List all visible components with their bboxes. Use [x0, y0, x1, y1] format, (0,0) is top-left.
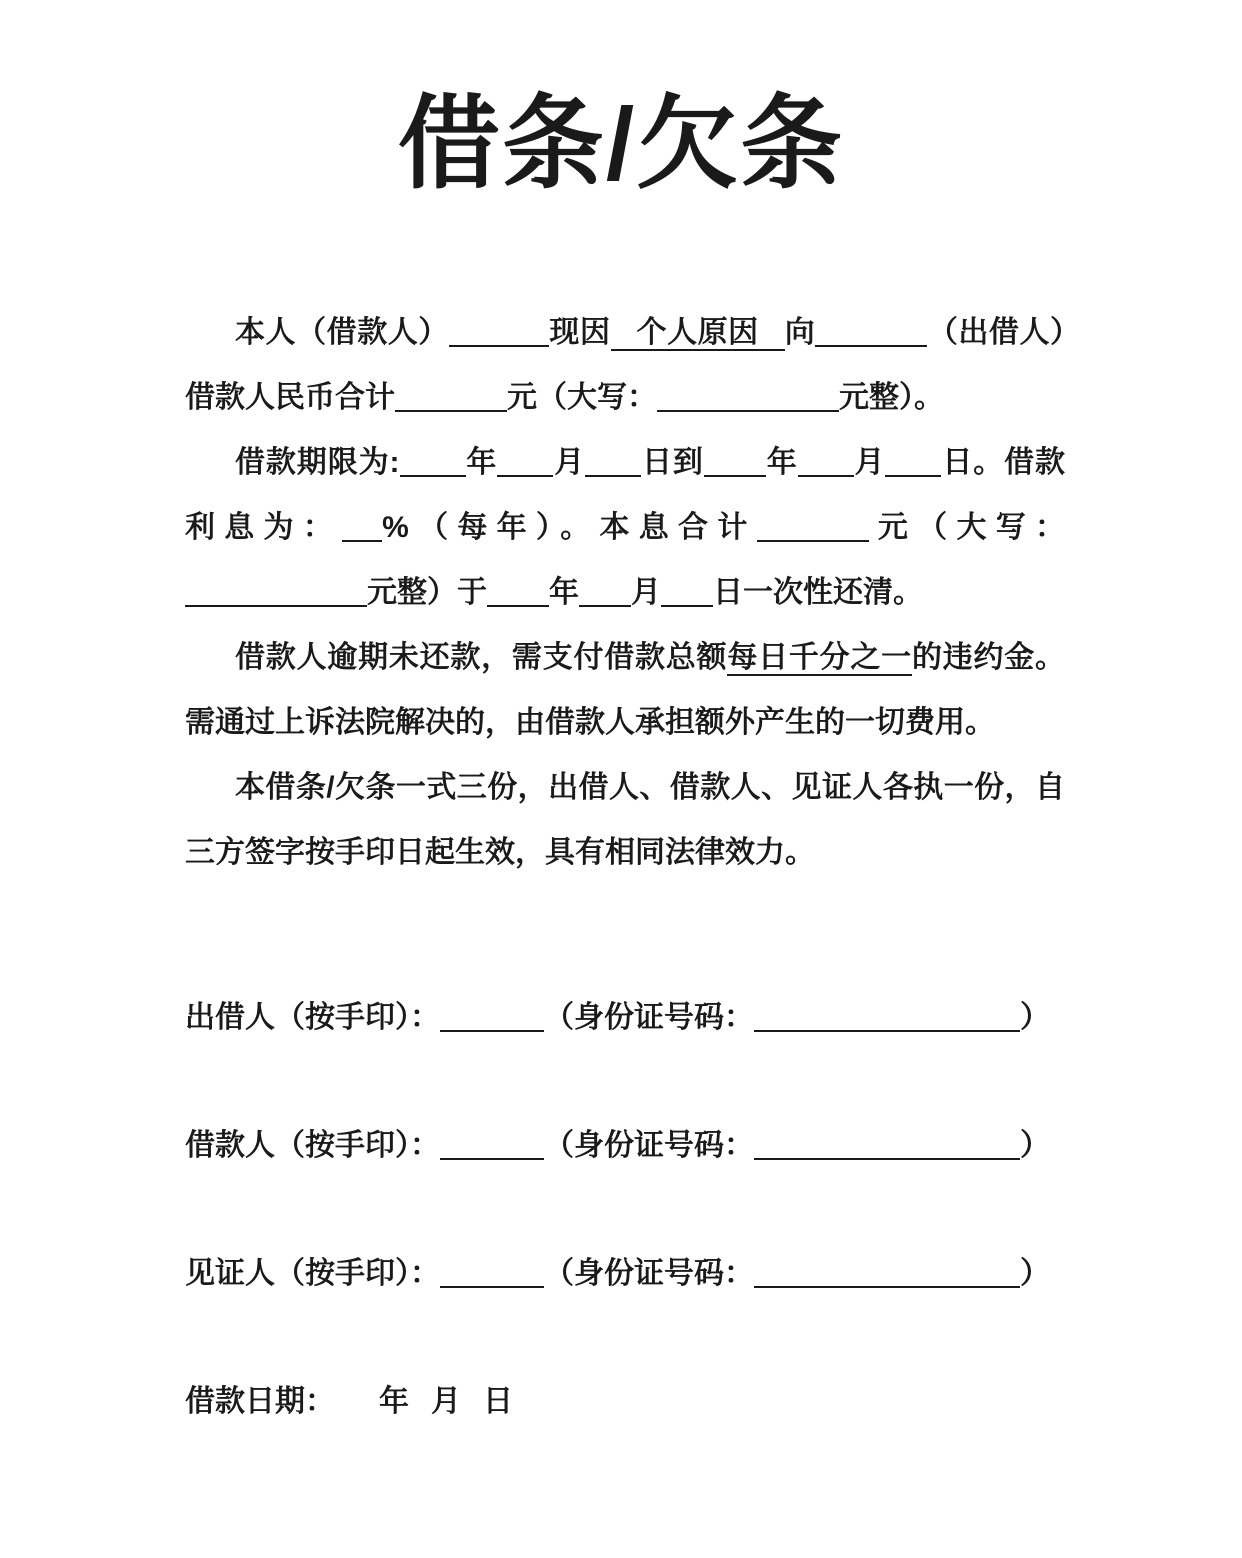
- text-run: 的违约金。需通过上诉法院解决的，由借款人承担额外产生的一切费用。: [185, 641, 1066, 740]
- paragraph-loan-intro: [185, 300, 1065, 430]
- blank-underline: [497, 474, 553, 477]
- text-run: 元整）。: [839, 381, 944, 415]
- text-run: 见证人（按手印）：: [185, 1257, 440, 1291]
- paragraph-loan-term: [185, 430, 1065, 625]
- text-run: 年: [379, 1385, 409, 1419]
- text-run: 月: [853, 446, 886, 480]
- text-run: （身份证号码：: [544, 1001, 754, 1035]
- blank-underline: [815, 344, 927, 347]
- signature-line-lender: [185, 985, 1185, 1050]
- blank-underline: [585, 474, 641, 477]
- text-run: 月: [431, 1385, 461, 1419]
- text-run: 借款人（按手印）：: [185, 1129, 440, 1163]
- blank-underline: [440, 1157, 544, 1160]
- text-run: %（每年）。本息合计: [382, 511, 757, 545]
- signature-section: [185, 985, 1185, 1434]
- blank-underline: [440, 1285, 544, 1288]
- loan-date-line: [185, 1369, 1185, 1434]
- text-run: 日一次性还清。: [713, 576, 923, 610]
- text-run: 月: [553, 446, 586, 480]
- blank-underline: [395, 409, 507, 412]
- blank-underline: [449, 344, 549, 347]
- text-run: 月: [631, 576, 661, 610]
- text-run: 日。借款利息为：: [185, 446, 1066, 545]
- text-run: 年: [465, 446, 498, 480]
- blank-underline: [661, 604, 713, 607]
- text-run: （身份证号码：: [544, 1129, 754, 1163]
- text-run: 借款人逾期未还款，需支付借款总额: [235, 641, 728, 675]
- blank-underline: [704, 474, 766, 477]
- text-run: （身份证号码：: [544, 1257, 754, 1291]
- signature-line-borrower: [185, 1113, 1185, 1178]
- text-run: 向: [784, 316, 816, 350]
- blank-underline: [342, 539, 382, 542]
- blank-underline: [657, 409, 839, 412]
- text-run: 本借条/欠条一式三份，出借人、借款人、见证人各执一份，自三方签字按手印日起生效，具有相同法律效力。: [185, 771, 1065, 870]
- blank-underline: [440, 1029, 544, 1032]
- filled-underline-text: 个人原因: [611, 316, 785, 351]
- blank-underline: [185, 604, 367, 607]
- text-run: 元（大写：: [868, 511, 1066, 545]
- text-run: 出借人（按手印）：: [185, 1001, 440, 1035]
- document-body: [185, 300, 1065, 885]
- text-run: 现因: [548, 316, 611, 350]
- text-run: 借款日期：: [185, 1385, 335, 1419]
- text-run: （出借人）借款人民币合计: [185, 316, 1066, 415]
- text-run: ）: [1020, 1129, 1050, 1163]
- blank-underline: [754, 1157, 1020, 1160]
- blank-underline: [754, 1029, 1020, 1032]
- blank-underline: [757, 539, 869, 542]
- text-run: 元（大写：: [507, 381, 657, 415]
- blank-underline: [885, 474, 941, 477]
- blank-underline: [400, 474, 466, 477]
- blank-underline: [798, 474, 854, 477]
- text-run: 本人（借款人）: [235, 316, 449, 350]
- text-run: 年: [549, 576, 579, 610]
- text-run: 年: [765, 446, 798, 480]
- filled-underline-text: 每日千分之一: [727, 641, 912, 675]
- text-run: 借款期限为:: [235, 446, 400, 480]
- document-title: 借条/欠条: [397, 87, 845, 201]
- text-run: ）: [1020, 1257, 1050, 1291]
- blank-underline: [487, 604, 549, 607]
- paragraph-copies-effect: [185, 755, 1065, 885]
- text-run: ）: [1020, 1001, 1050, 1035]
- blank-underline: [579, 604, 631, 607]
- paragraph-overdue-penalty: [185, 625, 1065, 755]
- text-run: 日: [483, 1385, 513, 1419]
- text-run: 元整）于: [367, 576, 487, 610]
- signature-line-witness: [185, 1241, 1185, 1306]
- blank-underline: [754, 1285, 1020, 1288]
- text-run: 日到: [641, 446, 704, 480]
